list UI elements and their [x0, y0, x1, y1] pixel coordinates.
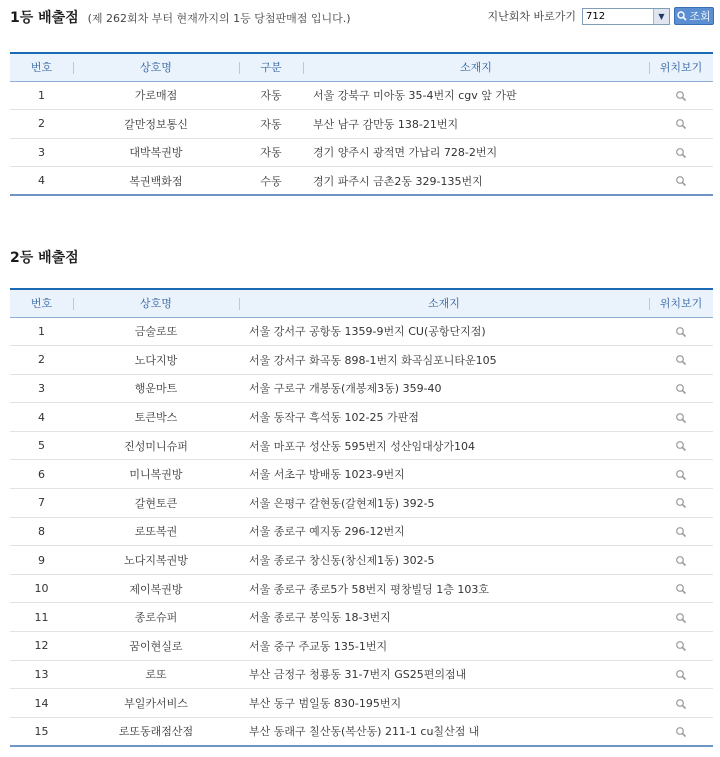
cell-no: 7: [10, 489, 73, 518]
map-view-link[interactable]: [649, 431, 713, 460]
search-icon: [677, 11, 687, 21]
cell-addr: 경기 파주시 금촌2동 329-135번지: [303, 167, 649, 196]
cell-no: 2: [10, 346, 73, 375]
table-row: [10, 81, 713, 110]
cell-no: 11: [10, 603, 73, 632]
magnifier-icon[interactable]: [675, 582, 687, 595]
table-row: [10, 717, 713, 746]
col-header-map: 위치보기: [649, 53, 713, 81]
cell-addr: 서울 구로구 개봉동(개봉제3동) 359-40: [239, 374, 649, 403]
map-view-link[interactable]: [649, 110, 713, 139]
cell-name: 금술로또: [73, 317, 239, 346]
first-prize-table: [10, 52, 713, 196]
cell-no: 10: [10, 574, 73, 603]
magnifier-icon[interactable]: [675, 325, 687, 338]
magnifier-icon[interactable]: [675, 146, 687, 159]
col-header-number: 번호: [10, 53, 73, 81]
col-header-address: 소재지: [239, 289, 649, 317]
section1-header: [0, 0, 720, 32]
map-view-link[interactable]: [649, 574, 713, 603]
cell-name: 토큰박스: [73, 403, 239, 432]
table-row: [10, 660, 713, 689]
cell-no: 15: [10, 717, 73, 746]
cell-no: 4: [10, 167, 73, 196]
magnifier-icon[interactable]: [675, 439, 687, 452]
table-header-row: [10, 53, 713, 81]
magnifier-icon[interactable]: [675, 554, 687, 567]
table-row: [10, 110, 713, 139]
map-view-link[interactable]: [649, 81, 713, 110]
cell-addr: 서울 중구 주교동 135-1번지: [239, 632, 649, 661]
cell-addr: 서울 마포구 성산동 595번지 성산임대상가104: [239, 431, 649, 460]
map-view-link[interactable]: [649, 138, 713, 167]
table-row: [10, 460, 713, 489]
cell-name: 진성미니슈퍼: [73, 431, 239, 460]
map-view-link[interactable]: [649, 489, 713, 518]
section2-title: 2등 배출점: [10, 250, 79, 266]
table-row: [10, 317, 713, 346]
cell-no: 4: [10, 403, 73, 432]
table-row: [10, 546, 713, 575]
col-header-number: 번호: [10, 289, 73, 317]
magnifier-icon[interactable]: [675, 525, 687, 538]
map-view-link[interactable]: [649, 717, 713, 746]
cell-addr: 경기 양주시 광적면 가납리 728-2번지: [303, 138, 649, 167]
col-header-map: 위치보기: [649, 289, 713, 317]
cell-name: 제이복권방: [73, 574, 239, 603]
map-view-link[interactable]: [649, 546, 713, 575]
cell-name: 행운마트: [73, 374, 239, 403]
map-view-link[interactable]: [649, 460, 713, 489]
cell-addr: 부산 동구 범일동 830-195번지: [239, 689, 649, 718]
cell-addr: 서울 종로구 창신동(창신제1동) 302-5: [239, 546, 649, 575]
cell-addr: 부산 동래구 칠산동(복산동) 211-1 cu칠산점 내: [239, 717, 649, 746]
draw-select[interactable]: [582, 8, 670, 25]
cell-name: 미니복권방: [73, 460, 239, 489]
cell-no: 3: [10, 374, 73, 403]
magnifier-icon[interactable]: [675, 117, 687, 130]
cell-name: 갈현토큰: [73, 489, 239, 518]
cell-addr: 서울 종로구 예지동 296-12번지: [239, 517, 649, 546]
magnifier-icon[interactable]: [675, 496, 687, 509]
magnifier-icon[interactable]: [675, 611, 687, 624]
cell-addr: 서울 종로구 봉익동 18-3번지: [239, 603, 649, 632]
cell-addr: 서울 강서구 공항동 1359-9번지 CU(공항단지점): [239, 317, 649, 346]
cell-name: 꿈이현실로: [73, 632, 239, 661]
cell-no: 8: [10, 517, 73, 546]
second-prize-table: [10, 288, 713, 747]
cell-no: 5: [10, 431, 73, 460]
table-row: [10, 603, 713, 632]
table-row: [10, 489, 713, 518]
search-button-label: 조회: [689, 10, 711, 23]
map-view-link[interactable]: [649, 167, 713, 196]
cell-type: 자동: [239, 138, 303, 167]
map-view-link[interactable]: [649, 346, 713, 375]
section1-title-text: 1등 배출점: [10, 10, 79, 26]
table-row: [10, 374, 713, 403]
cell-no: 14: [10, 689, 73, 718]
search-button[interactable]: [674, 7, 714, 25]
section1-subtitle: (제 262회차 부터 현재까지의 1등 당첨판매점 입니다.): [87, 12, 351, 25]
table-row: [10, 346, 713, 375]
past-draw-jump: [487, 7, 714, 25]
cell-type: 자동: [239, 110, 303, 139]
cell-addr: 서울 서초구 방배동 1023-9번지: [239, 460, 649, 489]
magnifier-icon[interactable]: [675, 382, 687, 395]
cell-addr: 서울 종로구 종로5가 58번지 평창빌딩 1층 103호: [239, 574, 649, 603]
cell-no: 3: [10, 138, 73, 167]
cell-name: 부일카서비스: [73, 689, 239, 718]
table-row: [10, 167, 713, 196]
cell-no: 1: [10, 81, 73, 110]
magnifier-icon[interactable]: [675, 411, 687, 424]
table-row: [10, 689, 713, 718]
col-header-address: 소재지: [303, 53, 649, 81]
draw-select-value: 712: [586, 10, 606, 22]
cell-name: 로또: [73, 660, 239, 689]
table-header-row: [10, 289, 713, 317]
cell-name: 대박복권방: [73, 138, 239, 167]
table-row: [10, 517, 713, 546]
cell-no: 9: [10, 546, 73, 575]
cell-name: 복권백화점: [73, 167, 239, 196]
magnifier-icon[interactable]: [675, 353, 687, 366]
map-view-link[interactable]: [649, 317, 713, 346]
cell-type: 자동: [239, 81, 303, 110]
map-view-link[interactable]: [649, 660, 713, 689]
cell-name: 노다지복권방: [73, 546, 239, 575]
cell-type: 수동: [239, 167, 303, 196]
cell-no: 1: [10, 317, 73, 346]
magnifier-icon[interactable]: [675, 174, 687, 187]
cell-name: 종로슈퍼: [73, 603, 239, 632]
col-header-type: 구분: [239, 53, 303, 81]
map-view-link[interactable]: [649, 632, 713, 661]
cell-name: 갈만정보통신: [73, 110, 239, 139]
chevron-down-icon[interactable]: ▼: [653, 9, 669, 24]
table-row: [10, 632, 713, 661]
cell-addr: 부산 남구 감만동 138-21번지: [303, 110, 649, 139]
magnifier-icon[interactable]: [675, 725, 687, 738]
cell-name: 로또동래점산점: [73, 717, 239, 746]
magnifier-icon[interactable]: [675, 668, 687, 681]
cell-no: 2: [10, 110, 73, 139]
cell-no: 6: [10, 460, 73, 489]
magnifier-icon[interactable]: [675, 468, 687, 481]
map-view-link[interactable]: [649, 374, 713, 403]
table-row: [10, 574, 713, 603]
magnifier-icon[interactable]: [675, 89, 687, 102]
cell-no: 12: [10, 632, 73, 661]
past-draw-label: 지난회차 바로가기: [487, 10, 576, 23]
section1-title: [10, 7, 351, 27]
table-row: [10, 431, 713, 460]
map-view-link[interactable]: [649, 403, 713, 432]
map-view-link[interactable]: [649, 603, 713, 632]
cell-name: 가로매점: [73, 81, 239, 110]
table-row: [10, 138, 713, 167]
map-view-link[interactable]: [649, 517, 713, 546]
cell-addr: 서울 동작구 흑석동 102-25 가판점: [239, 403, 649, 432]
cell-no: 13: [10, 660, 73, 689]
magnifier-icon[interactable]: [675, 639, 687, 652]
cell-addr: 서울 강북구 미아동 35-4번지 cgv 앞 가판: [303, 81, 649, 110]
col-header-name: 상호명: [73, 53, 239, 81]
cell-addr: 부산 금정구 청룡동 31-7번지 GS25편의점내: [239, 660, 649, 689]
col-header-name: 상호명: [73, 289, 239, 317]
cell-name: 노다지방: [73, 346, 239, 375]
map-view-link[interactable]: [649, 689, 713, 718]
cell-addr: 서울 강서구 화곡동 898-1번지 화곡심포니타운105: [239, 346, 649, 375]
table-row: [10, 403, 713, 432]
cell-name: 로또복권: [73, 517, 239, 546]
magnifier-icon[interactable]: [675, 697, 687, 710]
cell-addr: 서울 은평구 갈현동(갈현제1동) 392-5: [239, 489, 649, 518]
